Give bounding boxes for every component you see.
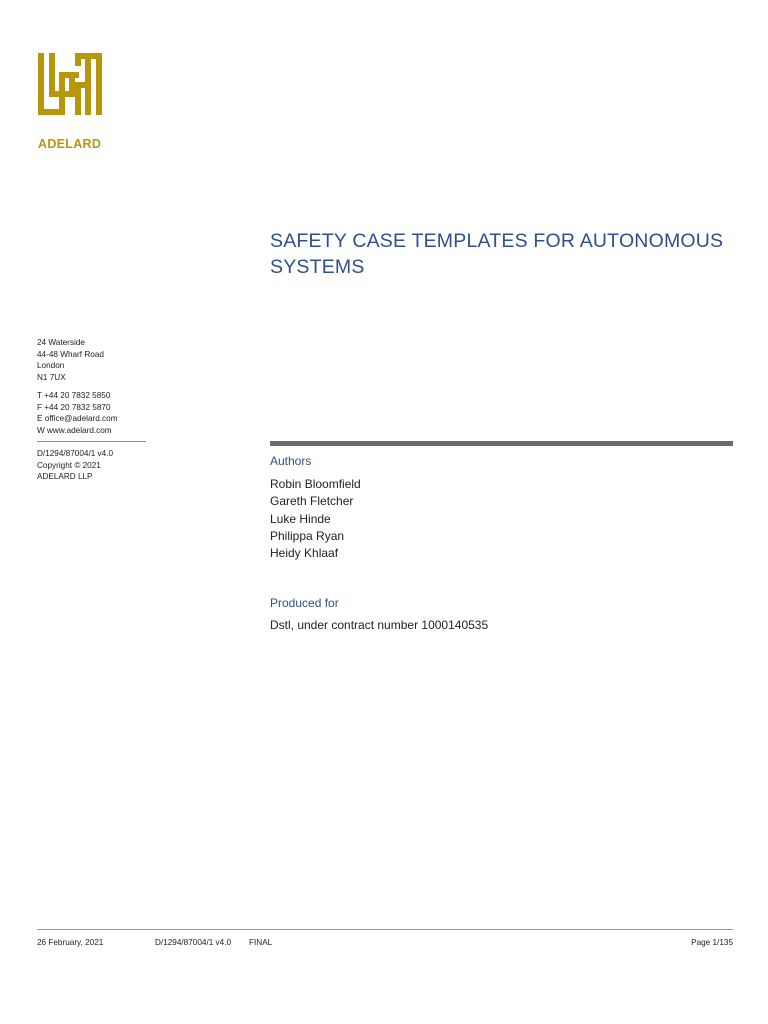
sidebar-divider [37,441,146,442]
adelard-logo-icon [38,53,102,115]
address-line: London [37,361,65,371]
company: ADELARD LLP [37,472,93,482]
copyright: Copyright © 2021 [37,460,101,470]
produced-for-label: Produced for [270,596,339,610]
document-title: SAFETY CASE TEMPLATES FOR AUTONOMOUS SYSTEMS [270,230,724,278]
email: E office@adelard.com [37,414,118,424]
website: W www.adelard.com [37,425,112,435]
footer-status: FINAL [249,938,273,947]
authors-label: Authors [270,454,312,468]
authors-list [270,476,361,562]
address-line: 24 Waterside [37,338,85,347]
footer-date: 26 February, 2021 [37,938,104,947]
produced-for-value: Dstl, under contract number 1000140535 [270,618,489,632]
address-block [37,337,149,383]
contact-block [37,390,149,436]
document-reference-block [37,448,149,483]
footer-reference: D/1294/87004/1 v4.0 [155,938,232,947]
author-name: Robin Bloomfield [270,477,361,491]
footer-page-number: Page 1/135 [691,938,733,947]
author-name: Philippa Ryan [270,528,345,543]
footer-divider [37,929,733,930]
address-line: 44-48 Wharf Road [37,349,104,359]
address-line: N1 7UX [37,372,66,382]
main-divider [270,441,733,446]
author-name: Heidy Khlaaf [270,546,339,561]
fax: F +44 20 7832 5870 [37,402,111,412]
brand-name: ADELARD [38,137,102,151]
doc-reference: D/1294/87004/1 v4.0 [37,449,114,458]
author-name: Gareth Fletcher [270,494,354,509]
phone: T +44 20 7832 5850 [37,391,111,400]
author-name: Luke Hinde [270,511,331,526]
